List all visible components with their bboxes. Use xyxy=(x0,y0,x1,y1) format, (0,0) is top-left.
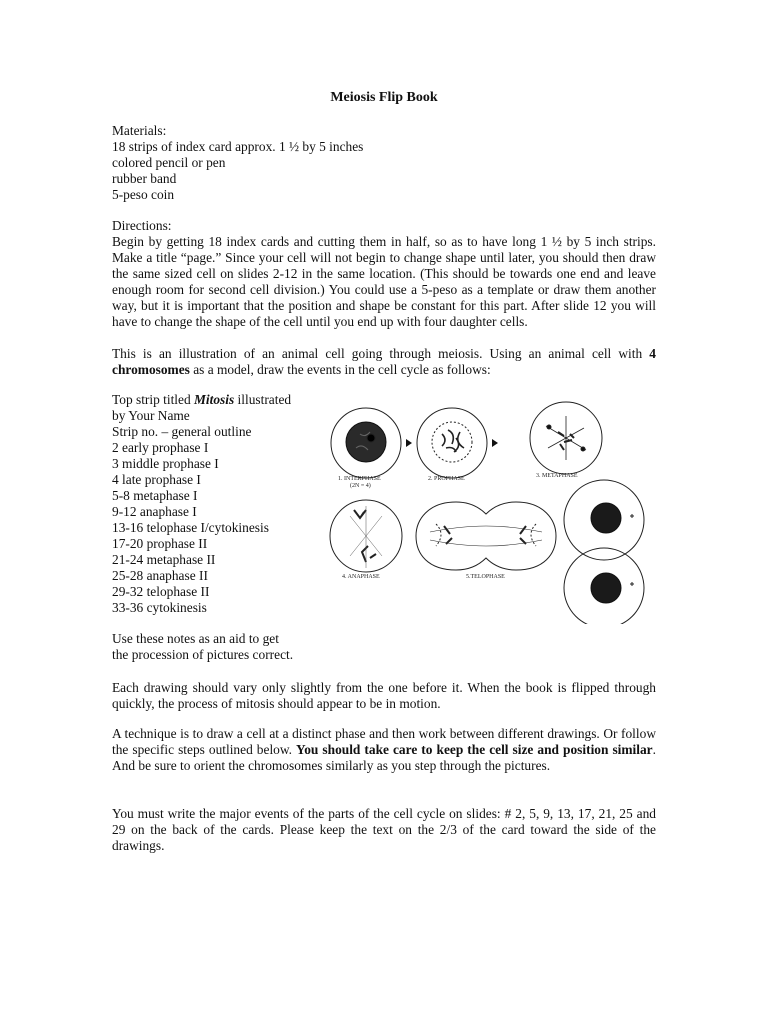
strip-list-intro xyxy=(112,392,312,408)
materials-item: 5-peso coin xyxy=(112,187,175,202)
write-paragraph: You must write the major events of the parts of the cell cycle on slides: # 2, 5, 9, 13, 17, 21, 25 and 29 on the back of the cards. Please keep the text on the 2/3 of the card toward the side of the drawings. xyxy=(112,806,656,853)
label-interphase-sub: (2N = 4) xyxy=(350,483,371,489)
label-anaphase: 4. ANAPHASE xyxy=(342,574,380,580)
materials-item: colored pencil or pen xyxy=(112,155,226,170)
strip-item: 5-8 metaphase I xyxy=(112,488,198,503)
telophase-cell xyxy=(416,502,556,570)
strip-item: Strip no. – general outline xyxy=(112,424,252,439)
illustration-bold: 4 chromosomes xyxy=(112,346,656,377)
strip-item: 25-28 anaphase II xyxy=(112,568,208,583)
technique-text: A technique is to draw a cell at a distinct phase and then work between different drawings. Or follow the specific steps outlined below. xyxy=(112,726,656,757)
strip-item: 29-32 telophase II xyxy=(112,584,210,599)
page-title: Meiosis Flip Book xyxy=(330,90,438,105)
notes-line: the procession of pictures correct. xyxy=(112,647,294,662)
strip-item: 3 middle prophase I xyxy=(112,456,219,471)
strip-item: 21-24 metaphase II xyxy=(112,552,216,567)
label-metaphase: 3. METAPHASE xyxy=(536,473,578,479)
strip-item: 13-16 telophase I/cytokinesis xyxy=(112,520,269,535)
technique-paragraph xyxy=(112,726,656,774)
directions-section xyxy=(112,218,656,330)
notes-paragraph xyxy=(112,631,312,663)
strip-item: 17-20 prophase II xyxy=(112,536,208,551)
strip-item: 33-36 cytokinesis xyxy=(112,600,207,615)
label-telophase: 5.TELOPHASE xyxy=(466,574,505,580)
strip-item: by Your Name xyxy=(112,408,190,423)
strip-intro-mitosis: Mitosis xyxy=(194,392,235,407)
arrow-icon xyxy=(406,439,412,447)
materials-item: 18 strips of index card approx. 1 ½ by 5 inches xyxy=(112,139,364,154)
illustration-paragraph xyxy=(112,346,656,378)
mitosis-diagram xyxy=(320,398,660,624)
label-prophase: 2. PROPHASE xyxy=(428,476,465,482)
illustration-text-end: as a model, draw the events in the cell cycle as follows: xyxy=(189,362,491,377)
strip-intro-end: illustrated xyxy=(234,392,292,407)
materials-heading: Materials: xyxy=(112,123,167,138)
materials-item: rubber band xyxy=(112,171,177,186)
materials-section xyxy=(112,123,656,203)
strip-intro-text: Top strip titled xyxy=(112,392,195,407)
notes-line: Use these notes as an aid to get xyxy=(112,631,279,646)
technique-text-end: . And be sure to orient the chromosomes similarly as you step through the pictures. xyxy=(112,742,656,773)
illustration-text: This is an illustration of an animal cell going through meiosis. Using an animal cell with xyxy=(112,346,650,361)
arrow-icon xyxy=(492,439,498,447)
directions-paragraph: Begin by getting 18 index cards and cutting them in half, so as to have long 1 ½ by 5 inch strips. Make a title “page.” Since your cell will not begin to change shape until later, you should then draw the same sized cell on slides 2-12 in the same location. (This should be towards one end and leave enough room for second cell division.) You could use a 5-peso as a template or draw them another way, but it is important that the position and shape be constant for this part. After slide 12 you will have to change the shape of the cell until you end up with four daughter cells. xyxy=(112,234,656,329)
mitosis-figure xyxy=(320,398,660,624)
technique-bold: You should take care to keep the cell size and position similar xyxy=(296,742,653,757)
strip-item: 9-12 anaphase I xyxy=(112,504,197,519)
label-interphase: 1. INTERPHASE xyxy=(338,476,381,482)
directions-heading: Directions: xyxy=(112,218,172,233)
strip-item: 4 late prophase I xyxy=(112,472,201,487)
strip-list xyxy=(112,392,312,616)
strip-item: 2 early prophase I xyxy=(112,440,209,455)
flip-paragraph: Each drawing should vary only slightly from the one before it. When the book is flipped through quickly, the process of mitosis should appear to be in motion. xyxy=(112,680,656,711)
